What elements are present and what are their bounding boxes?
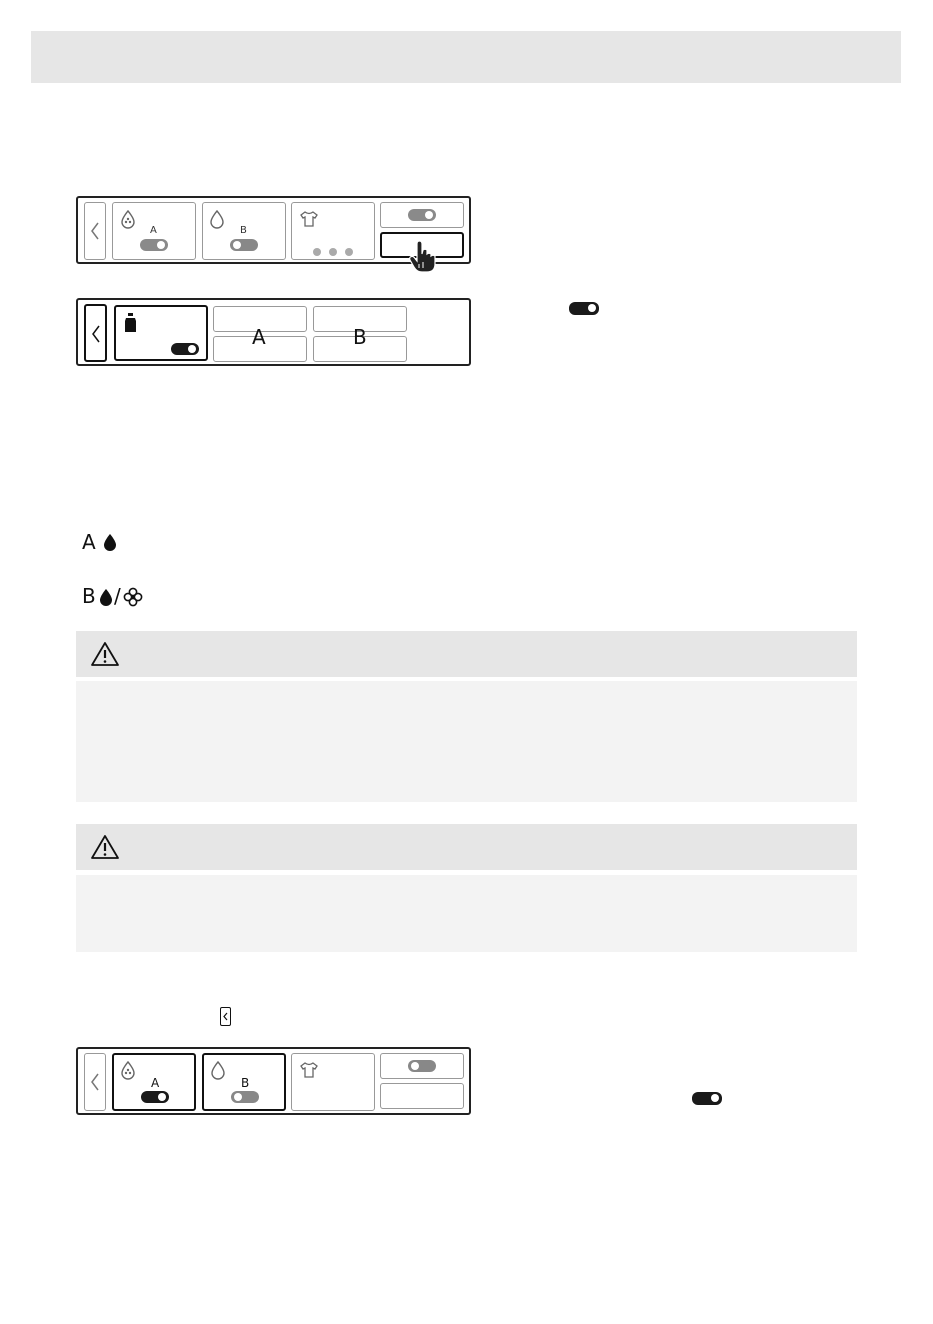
- detergent-drop-icon: [119, 1060, 137, 1080]
- legend-b-letter: B: [82, 584, 96, 608]
- chevron-left-icon: [221, 1008, 230, 1025]
- tile-a-letter: A: [151, 1076, 160, 1090]
- option-b-label: B: [353, 325, 367, 349]
- option-a-label: A: [252, 325, 266, 349]
- tile-b-toggle[interactable]: [230, 239, 258, 251]
- detergent-a-tile[interactable]: [112, 202, 196, 260]
- tile-a-letter: A: [150, 225, 157, 236]
- control-panel-2: [76, 298, 471, 366]
- more-dots: [313, 241, 361, 260]
- garment-tile[interactable]: [291, 202, 375, 260]
- bottle-tile[interactable]: [114, 305, 208, 361]
- chevron-left-icon: [86, 306, 106, 362]
- chevron-left-icon: [85, 1054, 105, 1110]
- option-tile-bottom[interactable]: [380, 1083, 464, 1109]
- back-button[interactable]: [84, 202, 106, 260]
- warning-body-2: [76, 875, 857, 952]
- warning-header-2: [76, 824, 857, 870]
- drop-filled-icon: [103, 533, 117, 551]
- detergent-b-tile[interactable]: [202, 1053, 286, 1111]
- drop-outline-icon: [209, 1060, 227, 1080]
- bottle-icon: [124, 313, 138, 333]
- warning-body-1: [76, 681, 857, 802]
- warning-triangle-icon: [90, 641, 120, 667]
- inline-toggle-icon: [692, 1092, 722, 1105]
- tile-a-toggle[interactable]: [141, 1091, 169, 1103]
- garment-tile[interactable]: [291, 1053, 375, 1111]
- drop-outline-icon: [208, 209, 226, 229]
- chevron-left-icon: [85, 203, 105, 259]
- detergent-drop-icon: [119, 209, 137, 229]
- drop-filled-icon: [99, 588, 113, 606]
- warning-triangle-icon: [90, 834, 120, 860]
- tile-a-toggle[interactable]: [140, 239, 168, 251]
- flower-icon: [123, 587, 143, 607]
- inline-back-icon: [220, 1007, 231, 1026]
- hand-pointer-icon: [407, 240, 439, 274]
- shirt-icon: [299, 1061, 319, 1079]
- inline-toggle-icon: [569, 302, 599, 315]
- option-toggle[interactable]: [408, 209, 436, 221]
- shirt-icon: [299, 210, 319, 228]
- tile-b-letter: B: [240, 225, 247, 236]
- warning-header-1: [76, 631, 857, 677]
- tile-b-letter: B: [241, 1076, 250, 1090]
- option-tile-top[interactable]: [380, 1053, 464, 1079]
- detergent-a-tile[interactable]: [112, 1053, 196, 1111]
- tile-b-toggle[interactable]: [231, 1091, 259, 1103]
- header-bar: [31, 31, 901, 83]
- legend-a-letter: A: [82, 530, 96, 554]
- detergent-b-tile[interactable]: [202, 202, 286, 260]
- option-toggle[interactable]: [408, 1060, 436, 1072]
- option-tile-top[interactable]: [380, 202, 464, 228]
- back-button[interactable]: [84, 1053, 106, 1111]
- control-panel-3: [76, 1047, 471, 1115]
- bottle-toggle[interactable]: [171, 343, 199, 355]
- legend-b-separator: /: [114, 584, 121, 608]
- back-button[interactable]: [84, 304, 107, 362]
